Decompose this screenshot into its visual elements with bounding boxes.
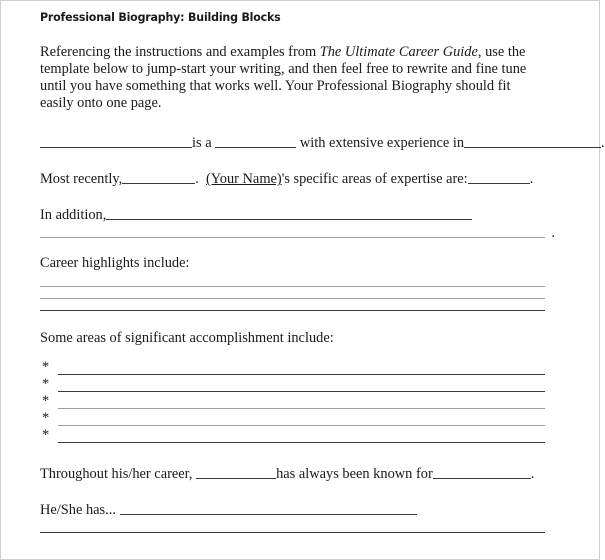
bio-sentence-3 [40, 207, 548, 224]
page-title: Professional Biography: Building Blocks [40, 10, 281, 24]
blank-known-for-field[interactable] [433, 467, 531, 479]
sentence-1-experience-text: with extensive experience in [299, 135, 465, 152]
asterisk-bullet-icon: * [42, 376, 50, 393]
intro-paragraph [40, 44, 545, 112]
list-item[interactable] [40, 427, 548, 447]
bio-sentence-4 [40, 466, 548, 483]
career-highlight-line-2[interactable] [40, 298, 548, 299]
accomplishments-bullet-list [40, 359, 548, 447]
career-highlight-line-3[interactable] [40, 310, 548, 311]
asterisk-bullet-icon: * [42, 427, 50, 444]
blank-expertise-field[interactable] [468, 172, 530, 184]
blank-rule[interactable] [40, 310, 545, 311]
list-item[interactable] [40, 410, 548, 430]
sentence-3-lead: In addition, [40, 207, 107, 224]
sentence-1-is-a: is a [192, 135, 212, 152]
asterisk-bullet-icon: * [42, 359, 50, 376]
blank-rule[interactable] [40, 237, 545, 238]
in-addition-second-line[interactable] [40, 225, 555, 242]
list-item[interactable] [40, 376, 548, 396]
your-name-placeholder: (Your Name) [206, 171, 282, 188]
blank-role-field[interactable] [215, 136, 296, 148]
sentence-1-period: . [601, 135, 605, 152]
sentence-5-lead: He/She has... [40, 502, 116, 519]
sentence-2-lead: Most recently, [40, 171, 123, 188]
bio-sentence-5 [40, 502, 548, 519]
sentence-4-period: . [530, 466, 535, 483]
asterisk-bullet-icon: * [42, 393, 50, 410]
blank-rule[interactable] [40, 286, 545, 287]
blank-rule[interactable] [58, 442, 545, 443]
list-item[interactable] [40, 393, 548, 413]
blank-rule[interactable] [58, 391, 545, 392]
bio-sentence-2 [40, 171, 548, 188]
blank-career-subject-field[interactable] [196, 467, 276, 479]
blank-most-recently-field[interactable] [122, 172, 195, 184]
sentence-2-period-2: . [529, 171, 534, 188]
blank-rule[interactable] [40, 298, 545, 299]
intro-book-title: The Ultimate Career Guide [319, 44, 478, 60]
blank-in-addition-field[interactable] [106, 208, 472, 220]
accomplishments-label: Some areas of significant accomplishment include: [40, 330, 334, 347]
blank-name-field[interactable] [40, 136, 192, 148]
blank-experience-field[interactable] [464, 136, 601, 148]
asterisk-bullet-icon: * [42, 410, 50, 427]
sentence-3-period: . [551, 225, 555, 242]
final-blank-rule[interactable] [40, 532, 545, 533]
blank-he-she-has-field[interactable] [120, 503, 417, 515]
sentence-2-period-1: . [195, 171, 199, 188]
sentence-4-lead: Throughout his/her career, [40, 466, 193, 483]
career-highlight-line-1[interactable] [40, 286, 548, 287]
bio-sentence-1 [40, 135, 605, 152]
sentence-2-possessive: 's specific areas of expertise are: [281, 171, 468, 188]
blank-rule[interactable] [58, 374, 545, 375]
blank-rule[interactable] [58, 408, 545, 409]
document-body [40, 1, 605, 533]
blank-rule[interactable] [58, 425, 545, 426]
career-highlights-label: Career highlights include: [40, 255, 190, 272]
intro-text-after-italic: , use the template below to jump-start your writing, and then feel free to rewrite and fine tune until you have something that works well. Your Professional Biography should fit easily onto one page. [40, 44, 527, 112]
sentence-4-middle: has always been known for [276, 466, 433, 483]
intro-text-before-italic: Referencing the instructions and examples from [40, 44, 320, 60]
list-item[interactable] [40, 359, 548, 379]
